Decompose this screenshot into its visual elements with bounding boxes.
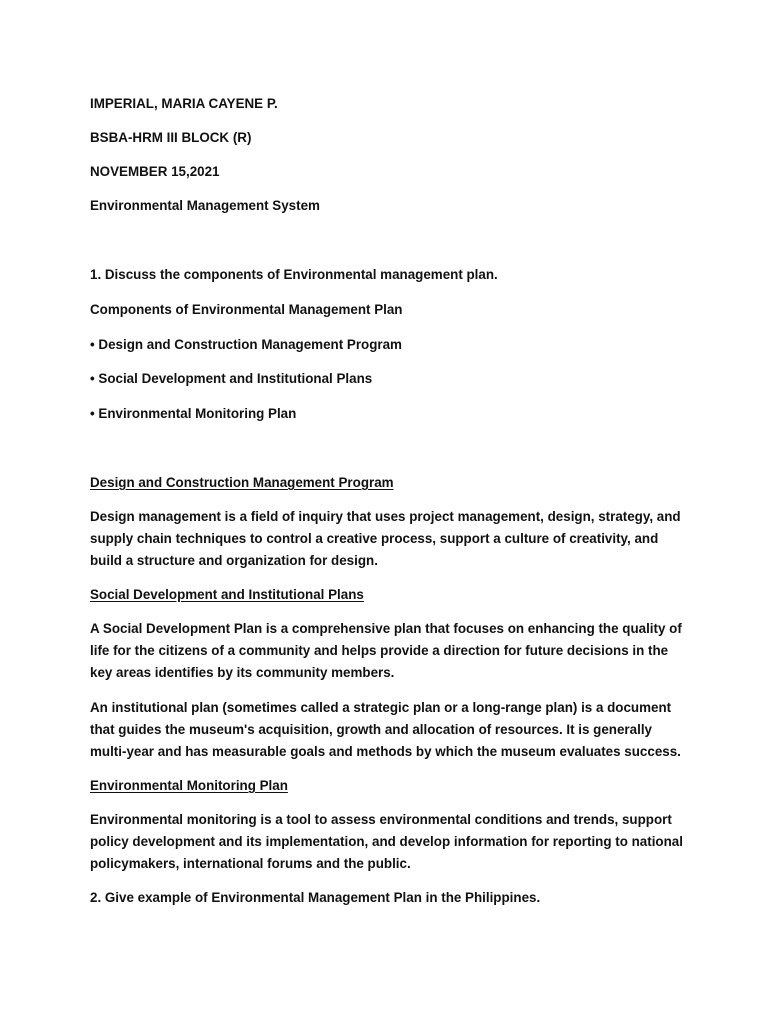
question-2-prompt: 2. Give example of Environmental Management Plan in the Philippines. (90, 890, 541, 905)
question-1-prompt: 1. Discuss the components of Environmental management plan. (90, 267, 498, 282)
section-title-design: Design and Construction Management Program (90, 475, 394, 490)
section-title-monitoring: Environmental Monitoring Plan (90, 778, 288, 793)
bullet-design: • Design and Construction Management Program (90, 337, 402, 352)
course-block: BSBA-HRM III BLOCK (R) (90, 130, 252, 145)
student-name: IMPERIAL, MARIA CAYENE P. (90, 96, 278, 111)
bullet-monitoring: • Environmental Monitoring Plan (90, 406, 297, 421)
section-body-social-1: A Social Development Plan is a comprehensive plan that focuses on enhancing the quality of life for the citizens of a community and helps provide a direction for future decisions in the key areas identifies by its community members. (90, 621, 682, 680)
section-body-design: Design management is a field of inquiry that uses project management, design, strategy, and supply chain techniques to control a creative process, support a culture of creativity, and build a structure and organization for design. (90, 509, 681, 568)
subject-title: Environmental Management System (90, 198, 320, 213)
section-body-social-2: An institutional plan (sometimes called a strategic plan or a long-range plan) is a document that guides the museum's acquisition, growth and allocation of resources. It is generally multi-year and has measurable goals and methods by which the museum evaluates success. (90, 700, 681, 759)
section-body-monitoring: Environmental monitoring is a tool to assess environmental conditions and trends, support policy development and its implementation, and develop information for reporting to national policymakers, international forums and the public. (90, 812, 683, 871)
document-content (90, 93, 690, 909)
document-date: NOVEMBER 15,2021 (90, 164, 220, 179)
section-title-social: Social Development and Institutional Plans (90, 587, 364, 602)
bullet-social: • Social Development and Institutional Plans (90, 371, 373, 386)
components-heading: Components of Environmental Management Plan (90, 302, 403, 317)
